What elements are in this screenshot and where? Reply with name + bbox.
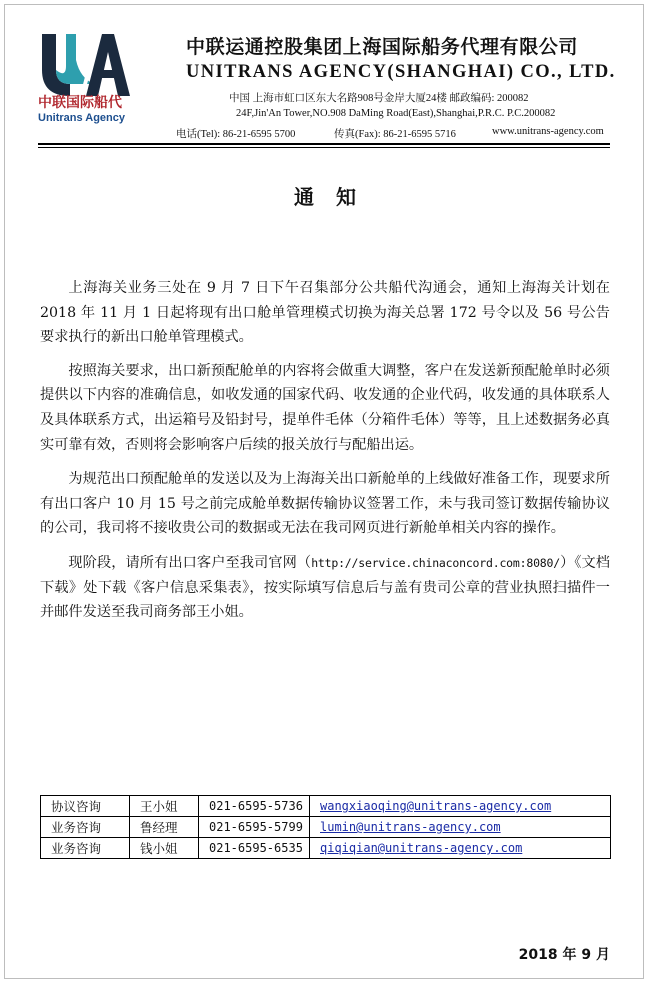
logo-en-text: Unitrans Agency <box>38 112 126 124</box>
table-row <box>41 817 611 838</box>
contact-email-cell <box>310 817 611 838</box>
paragraph-3: 为规范出口预配舱单的发送以及为上海海关出口新舱单的上线做好准备工作，现要求所有出口客户 10 月 15 号之前完成舱单数据传输协议签署工作，未与我司签订数据传输协议的公司，我司将不接收贵公司的数据或无法在我司网页进行新舱单相关内容的操作。 <box>40 471 610 537</box>
contact-email-link[interactable]: qiqiqian@unitrans-agency.com <box>320 841 523 855</box>
header-rule-thin <box>38 147 610 148</box>
contact-email-cell <box>310 796 611 817</box>
contact-type: 协议咨询 <box>41 796 130 817</box>
paragraph-4 <box>40 551 610 625</box>
address-cn: 中国 上海市虹口区东大名路908号金岸大厦24楼 邮政编码: 200082 <box>229 93 529 104</box>
address-en: 24F,Jin'An Tower,NO.908 DaMing Road(East),Shanghai,P.R.C. P.C.200082 <box>236 108 556 119</box>
contact-line <box>176 126 604 141</box>
paragraph-2: 按照海关要求，出口新预配舱单的内容将会做重大调整，客户在发送新预配舱单时必须提供以下内容的准确信息，如收发通的国家代码、收发通的企业代码，收发通的具体联系人及具体联系方式，出运箱号及铅封号，提单件毛体（分箱件毛体）等等，且上述数据务必真实可靠有效，否则将会影响客户后续的报关放行与配船出运。 <box>40 362 610 453</box>
fax-text: 传真(Fax): 86-21-6595 5716 <box>334 129 456 140</box>
contact-phone: 021-6595-5736 <box>199 796 310 817</box>
contact-type: 业务咨询 <box>41 817 130 838</box>
table-row <box>41 838 611 859</box>
contact-person: 鲁经理 <box>130 817 199 838</box>
notice-title: 通知 <box>294 185 378 209</box>
tel-text: 电话(Tel): 86-21-6595 5700 <box>176 129 296 140</box>
table-row <box>41 796 611 817</box>
contact-person: 钱小姐 <box>130 838 199 859</box>
contact-email-link[interactable]: wangxiaoqing@unitrans-agency.com <box>320 799 552 813</box>
contact-email-link[interactable]: lumin@unitrans-agency.com <box>320 820 501 834</box>
logo-cn-text: 中联国际船代 <box>38 95 122 111</box>
paragraph-4-lead: 现阶段，请所有出口客户至我司官网（ <box>68 554 312 571</box>
paragraph-1: 上海海关业务三处在 9 月 7 日下午召集部分公共船代沟通会，通知上海海关计划在 2018 年 11 月 1 日起将现有出口舱单管理模式切换为海关总署 172 号令以及 56 号公告要求执行的新出口舱单管理模式。 <box>40 280 610 346</box>
contact-table <box>40 795 611 859</box>
notice-body <box>40 276 610 634</box>
header-rule-thick <box>38 143 610 145</box>
contact-phone: 021-6595-5799 <box>199 817 310 838</box>
service-url-link[interactable]: http://service.chinaconcord.com:8080/ <box>311 555 560 570</box>
paragraph-4-tail: ）《文档下载》处下载《客户信息采集表》，按实际填写信息后与盖有贵司公章的营业执照扫描件一并邮件发送至我司商务部王小姐。 <box>40 554 610 621</box>
website-link[interactable]: www.unitrans-agency.com <box>492 126 604 137</box>
company-name-cn: 中联运通控股集团上海国际船务代理有限公司 <box>186 36 579 58</box>
contact-person: 王小姐 <box>130 796 199 817</box>
contact-type: 业务咨询 <box>41 838 130 859</box>
notice-date: 2018 年 9 月 <box>518 947 610 963</box>
company-name-en: UNITRANS AGENCY(SHANGHAI) CO., LTD. <box>186 62 616 82</box>
contact-phone: 021-6595-6535 <box>199 838 310 859</box>
contact-email-cell <box>310 838 611 859</box>
